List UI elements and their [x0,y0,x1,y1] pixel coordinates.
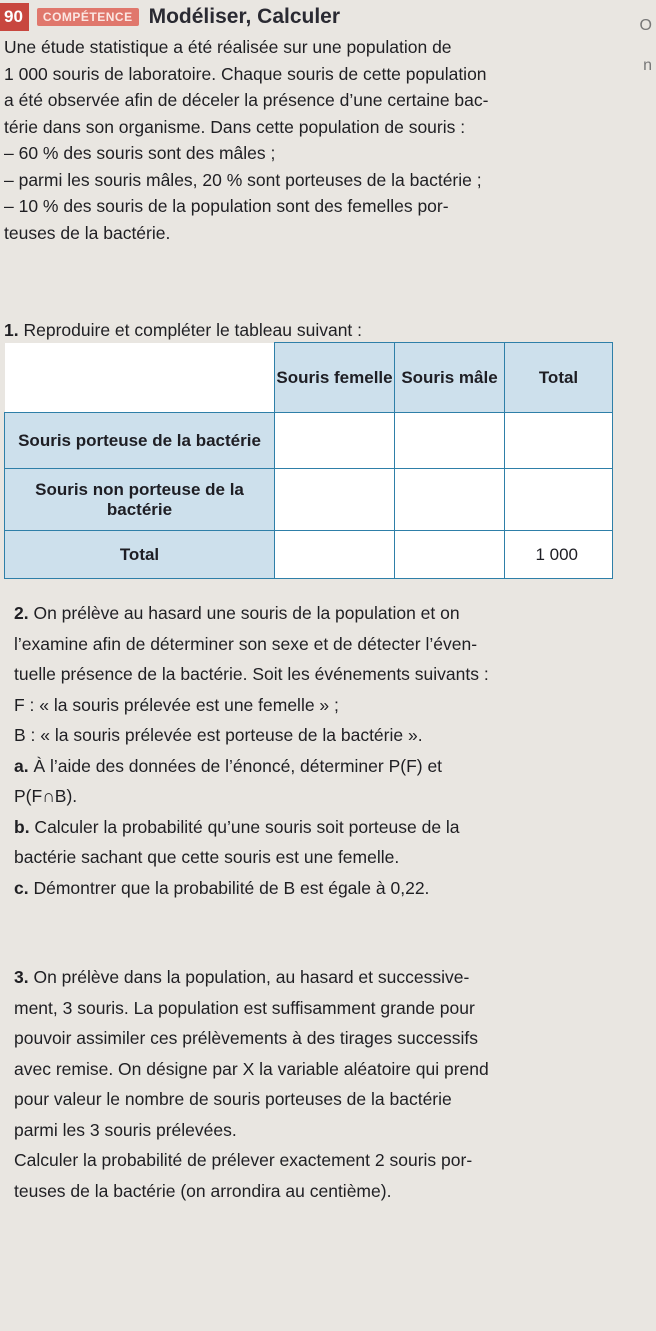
q3-text: On prélève dans la population, au hasard et successive- [28,967,470,987]
q3-text: parmi les 3 souris prélevées. [14,1119,237,1140]
item-number: 3. [14,967,29,987]
question-1 [4,317,362,344]
q3-line [14,993,489,1024]
intro-line: – 60 % des souris sont des mâles ; [4,143,276,163]
question-text: Reproduire et compléter le tableau suivant : [23,320,363,340]
intro-line: – 10 % des souris de la population sont des femelles por- [4,196,449,216]
q3-line [14,1054,489,1085]
q3-text: teuses de la bactérie (on arrondira au centième). [14,1180,392,1201]
q2-line [14,812,489,843]
event-b-definition [14,720,489,751]
q2-text: B : « la souris prélevée est porteuse de la bactérie ». [14,725,423,745]
q2-text: l’examine afin de déterminer son sexe et de détecter l’éven- [14,633,478,654]
q2-line [14,873,489,904]
q2-line [14,629,489,660]
table-cell [275,413,395,469]
q2-text: À l’aide des données de l’énoncé, déterminer P(F) et [28,755,443,776]
edge-mark: O [639,17,652,34]
q3-text: avec remise. On désigne par X la variable aléatoire qui prend [14,1058,489,1079]
item-number: 2. [14,603,29,623]
question-2 [14,598,489,903]
competence-badge: COMPÉTENCE [37,8,139,26]
edge-mark: n [643,57,652,74]
q2-line [14,751,489,782]
contingency-table [4,342,613,579]
q3-line [14,1115,489,1146]
row-header-carrier: Souris porteuse de la bactérie [5,413,275,469]
exercise-header [0,2,340,32]
row-header-total: Total [5,531,275,579]
q3-text: ment, 3 souris. La population est suffisamment grande pour [14,997,475,1018]
table-cell [395,531,505,579]
q3-text: pour valeur le nombre de souris porteuses de la bactérie [14,1089,452,1109]
item-number: b. [14,816,30,837]
q2-text: F : « la souris prélevée est une femelle » ; [14,694,339,715]
grand-total-cell: 1 000 [505,531,613,579]
q2-text: P(F∩B). [14,786,78,806]
table-cell [395,413,505,469]
q2-text: Calculer la probabilité qu’une souris soit porteuse de la [29,816,460,837]
table-cell [505,469,613,531]
col-header-female: Souris femelle [275,343,395,413]
page-number: 90 [0,3,29,31]
q3-line [14,1023,489,1054]
q3-text: pouvoir assimiler ces prélèvements à des tirages successifs [14,1028,478,1048]
item-number: a. [14,755,29,776]
q3-line [14,1176,489,1207]
table-corner [5,343,275,413]
edge-marks [640,6,652,86]
exercise-title: Modéliser, Calculer [148,5,341,28]
table-cell [505,413,613,469]
event-f-definition [14,690,489,721]
row-header-non-carrier: Souris non porteuse de la bactérie [5,469,275,531]
intro-paragraph [4,34,488,246]
q3-text: Calculer la probabilité de prélever exactement 2 souris por- [14,1150,473,1170]
q2-text: On prélève au hasard une souris de la population et on [28,603,460,623]
col-header-male: Souris mâle [395,343,505,413]
intro-line: teuses de la bactérie. [4,222,171,243]
table-cell [395,469,505,531]
table-cell [275,469,395,531]
col-header-total: Total [505,343,613,413]
q2-line [14,842,489,873]
q2-text: Démontrer que la probabilité de B est égale à 0,22. [28,877,430,898]
q2-text: bactérie sachant que cette souris est une femelle. [14,847,400,867]
intro-line: Une étude statistique a été réalisée sur une population de [4,37,452,57]
q2-text: tuelle présence de la bactérie. Soit les événements suivants : [14,664,489,684]
item-number: c. [14,877,29,898]
intro-line: a été observée afin de déceler la présence d’une certaine bac- [4,90,489,110]
table-cell [275,531,395,579]
q3-line [14,1145,489,1176]
q2-line [14,598,489,629]
q3-line [14,1084,489,1115]
intro-line: 1 000 souris de laboratoire. Chaque souris de cette population [4,63,487,84]
q2-line [14,781,489,812]
q3-line [14,962,489,993]
intro-line: térie dans son organisme. Dans cette population de souris : [4,116,466,137]
intro-line: – parmi les souris mâles, 20 % sont porteuses de la bactérie ; [4,169,482,190]
question-number: 1. [4,320,19,340]
q2-line [14,659,489,690]
question-3 [14,962,489,1206]
